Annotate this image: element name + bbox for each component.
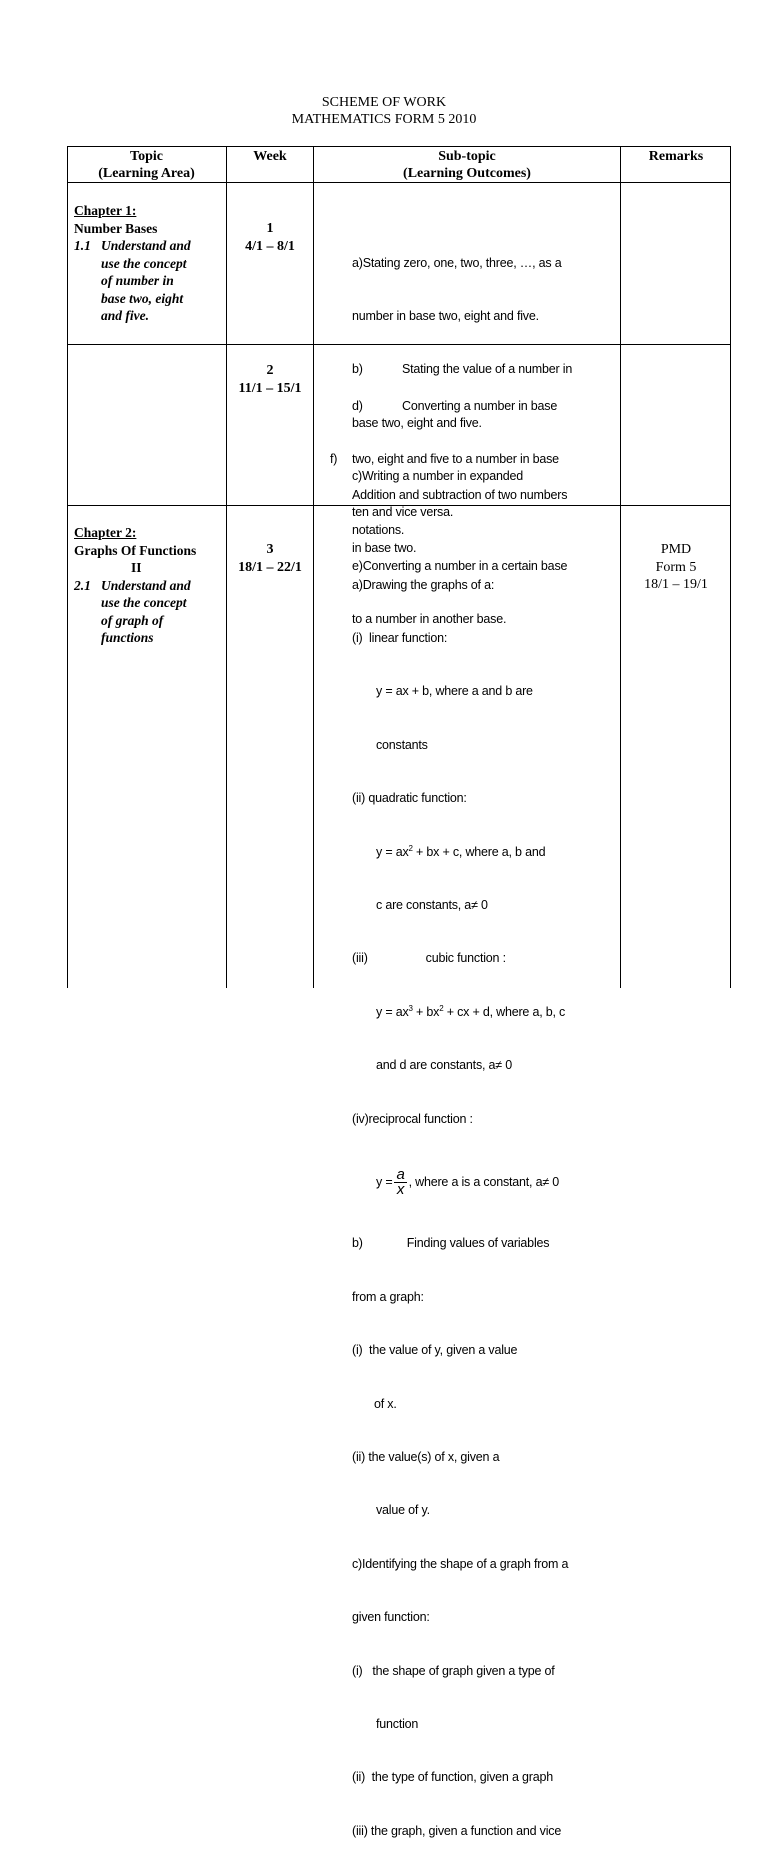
equation-part: y = ax: [376, 844, 409, 859]
chapter-label: Chapter 1:: [74, 203, 137, 218]
subtopic-line: (i) the shape of graph given a type of: [352, 1663, 555, 1678]
objective-line: of number in: [101, 273, 174, 288]
subtopic-line: base two, eight and five.: [352, 415, 482, 430]
subtopic-line: of x.: [374, 1396, 397, 1411]
subtopic-line: Addition and subtraction of two numbers: [352, 487, 568, 502]
column-divider-week-subtopic: [313, 146, 314, 988]
cubic-equation: [352, 1004, 618, 1022]
subtopic-line: [352, 1235, 618, 1253]
subtopic-line: c)Writing a number in expanded: [352, 469, 523, 484]
week-dates: 18/1 – 22/1: [238, 559, 302, 575]
remark-line: 18/1 – 19/1: [644, 577, 708, 592]
document-title: SCHEME OF WORK: [321, 95, 447, 110]
row2-week: [227, 362, 313, 397]
exponent: 3: [408, 1003, 413, 1013]
subtopic-line: number in base two, eight and five.: [352, 308, 539, 323]
subtopic-line: to a number in another base.: [352, 612, 507, 627]
subtopic-marker: f): [330, 452, 338, 466]
subtopic-line: constants: [376, 737, 428, 752]
column-header-subtopic-sublabel: (Learning Outcomes): [403, 166, 531, 181]
reciprocal-equation: [352, 1164, 618, 1200]
row3-week: [227, 541, 313, 576]
chapter-label: Chapter 2:: [74, 525, 137, 540]
equation-part: y =: [376, 1174, 393, 1189]
fraction: [394, 1168, 406, 1197]
subtopic-line: c are constants, a≠ 0: [376, 897, 488, 912]
column-header-topic-label: Topic: [130, 149, 163, 164]
subtopic-line: value of y.: [376, 1503, 430, 1518]
chapter-title: Number Bases: [74, 220, 158, 236]
week-dates: 11/1 – 15/1: [238, 380, 302, 396]
remark-line: Form 5: [655, 559, 697, 575]
subtopic-line: d) Converting a number in base: [352, 398, 558, 413]
quadratic-equation: [352, 844, 618, 862]
column-header-remarks: Remarks: [648, 149, 704, 164]
item-text: Finding values of variables: [406, 1236, 550, 1251]
row1-week: [227, 220, 313, 255]
subtopic-line: y = ax + b, where a and b are: [376, 684, 533, 699]
week-number: 2: [266, 363, 274, 378]
item-text: cubic function :: [425, 951, 506, 966]
subtopic-line: from a graph:: [352, 1289, 424, 1304]
column-header-topic-sublabel: (Learning Area): [98, 166, 195, 181]
subtopic-line: e)Converting a number in a certain base: [352, 558, 568, 573]
subtopic-line: (i) linear function:: [352, 630, 448, 645]
column-header-topic: [67, 148, 226, 182]
objective-line: Understand and: [101, 238, 191, 253]
subtopic-line: (ii) the value(s) of x, given a: [352, 1450, 500, 1465]
subtopic-line: two, eight and five to a number in base: [352, 451, 559, 466]
subtopic-line: c)Identifying the shape of a graph from a: [352, 1556, 569, 1571]
chapter-title: Graphs Of Functions: [74, 542, 197, 558]
subtopic-line: given function:: [352, 1610, 430, 1625]
subtopic-line: in base two.: [352, 540, 417, 555]
objective-line: Understand and: [101, 577, 191, 593]
subtopic-line: b) Stating the value of a number in: [352, 362, 573, 377]
column-header-week: Week: [253, 149, 287, 164]
equation-part: , where a is a constant, a≠ 0: [408, 1174, 560, 1189]
objective-line: functions: [101, 630, 154, 645]
subtopic-line: notations.: [352, 522, 405, 537]
exponent: 2: [439, 1003, 444, 1013]
learning-objective: [74, 577, 224, 647]
item-label: b): [352, 1236, 363, 1251]
subtopic-line: and d are constants, a≠ 0: [376, 1058, 512, 1073]
subtopic-line: (iii) the graph, given a function and vice: [352, 1823, 562, 1838]
subtopic-line: (iv)reciprocal function :: [352, 1111, 473, 1126]
header-row-divider: [67, 182, 731, 183]
equation-part: + bx: [412, 1004, 440, 1019]
fraction-numerator: a: [396, 1166, 405, 1184]
row1-topic: [74, 202, 224, 325]
subtopic-line: function: [376, 1717, 419, 1731]
week-dates: 4/1 – 8/1: [245, 238, 295, 254]
objective-line: use the concept: [101, 255, 187, 271]
subtopic-line: [352, 950, 618, 968]
objective-line: and five.: [101, 308, 149, 323]
equation-part: y = ax: [376, 1004, 409, 1019]
week-number: 3: [266, 542, 274, 557]
subtopic-line: a)Drawing the graphs of a:: [352, 577, 495, 592]
subtopic-line: (ii) quadratic function:: [352, 791, 467, 806]
item-label: (iii): [352, 951, 368, 966]
row3-subtopic: [352, 541, 618, 1858]
objective-number: 1.1: [74, 238, 91, 253]
column-header-subtopic-label: Sub-topic: [438, 149, 496, 164]
exponent: 2: [408, 843, 413, 853]
objective-line: base two, eight: [101, 290, 184, 306]
row3-topic: [74, 524, 224, 647]
equation-part: + cx + d, where a, b, c: [443, 1004, 566, 1019]
objective-line: of graph of: [101, 612, 164, 628]
column-header-subtopic: [314, 148, 620, 182]
chapter-title-suffix: II: [131, 560, 142, 575]
subtopic-line: (ii) the type of function, given a graph: [352, 1770, 553, 1785]
week-number: 1: [266, 221, 274, 236]
subtopic-line: (i) the value of y, given a value: [352, 1343, 518, 1358]
objective-number: 2.1: [74, 577, 91, 593]
document-subtitle: MATHEMATICS FORM 5 2010: [291, 112, 477, 127]
equation-part: + bx + c, where a, b and: [412, 844, 546, 859]
remark-line: PMD: [660, 542, 692, 557]
row3-remarks: [621, 541, 731, 594]
subtopic-line: a)Stating zero, one, two, three, …, as a: [352, 255, 562, 270]
fraction-denominator: x: [396, 1181, 405, 1199]
subtopic-line: ten and vice versa.: [352, 505, 454, 520]
objective-line: use the concept: [101, 595, 187, 610]
learning-objective: [74, 237, 224, 325]
